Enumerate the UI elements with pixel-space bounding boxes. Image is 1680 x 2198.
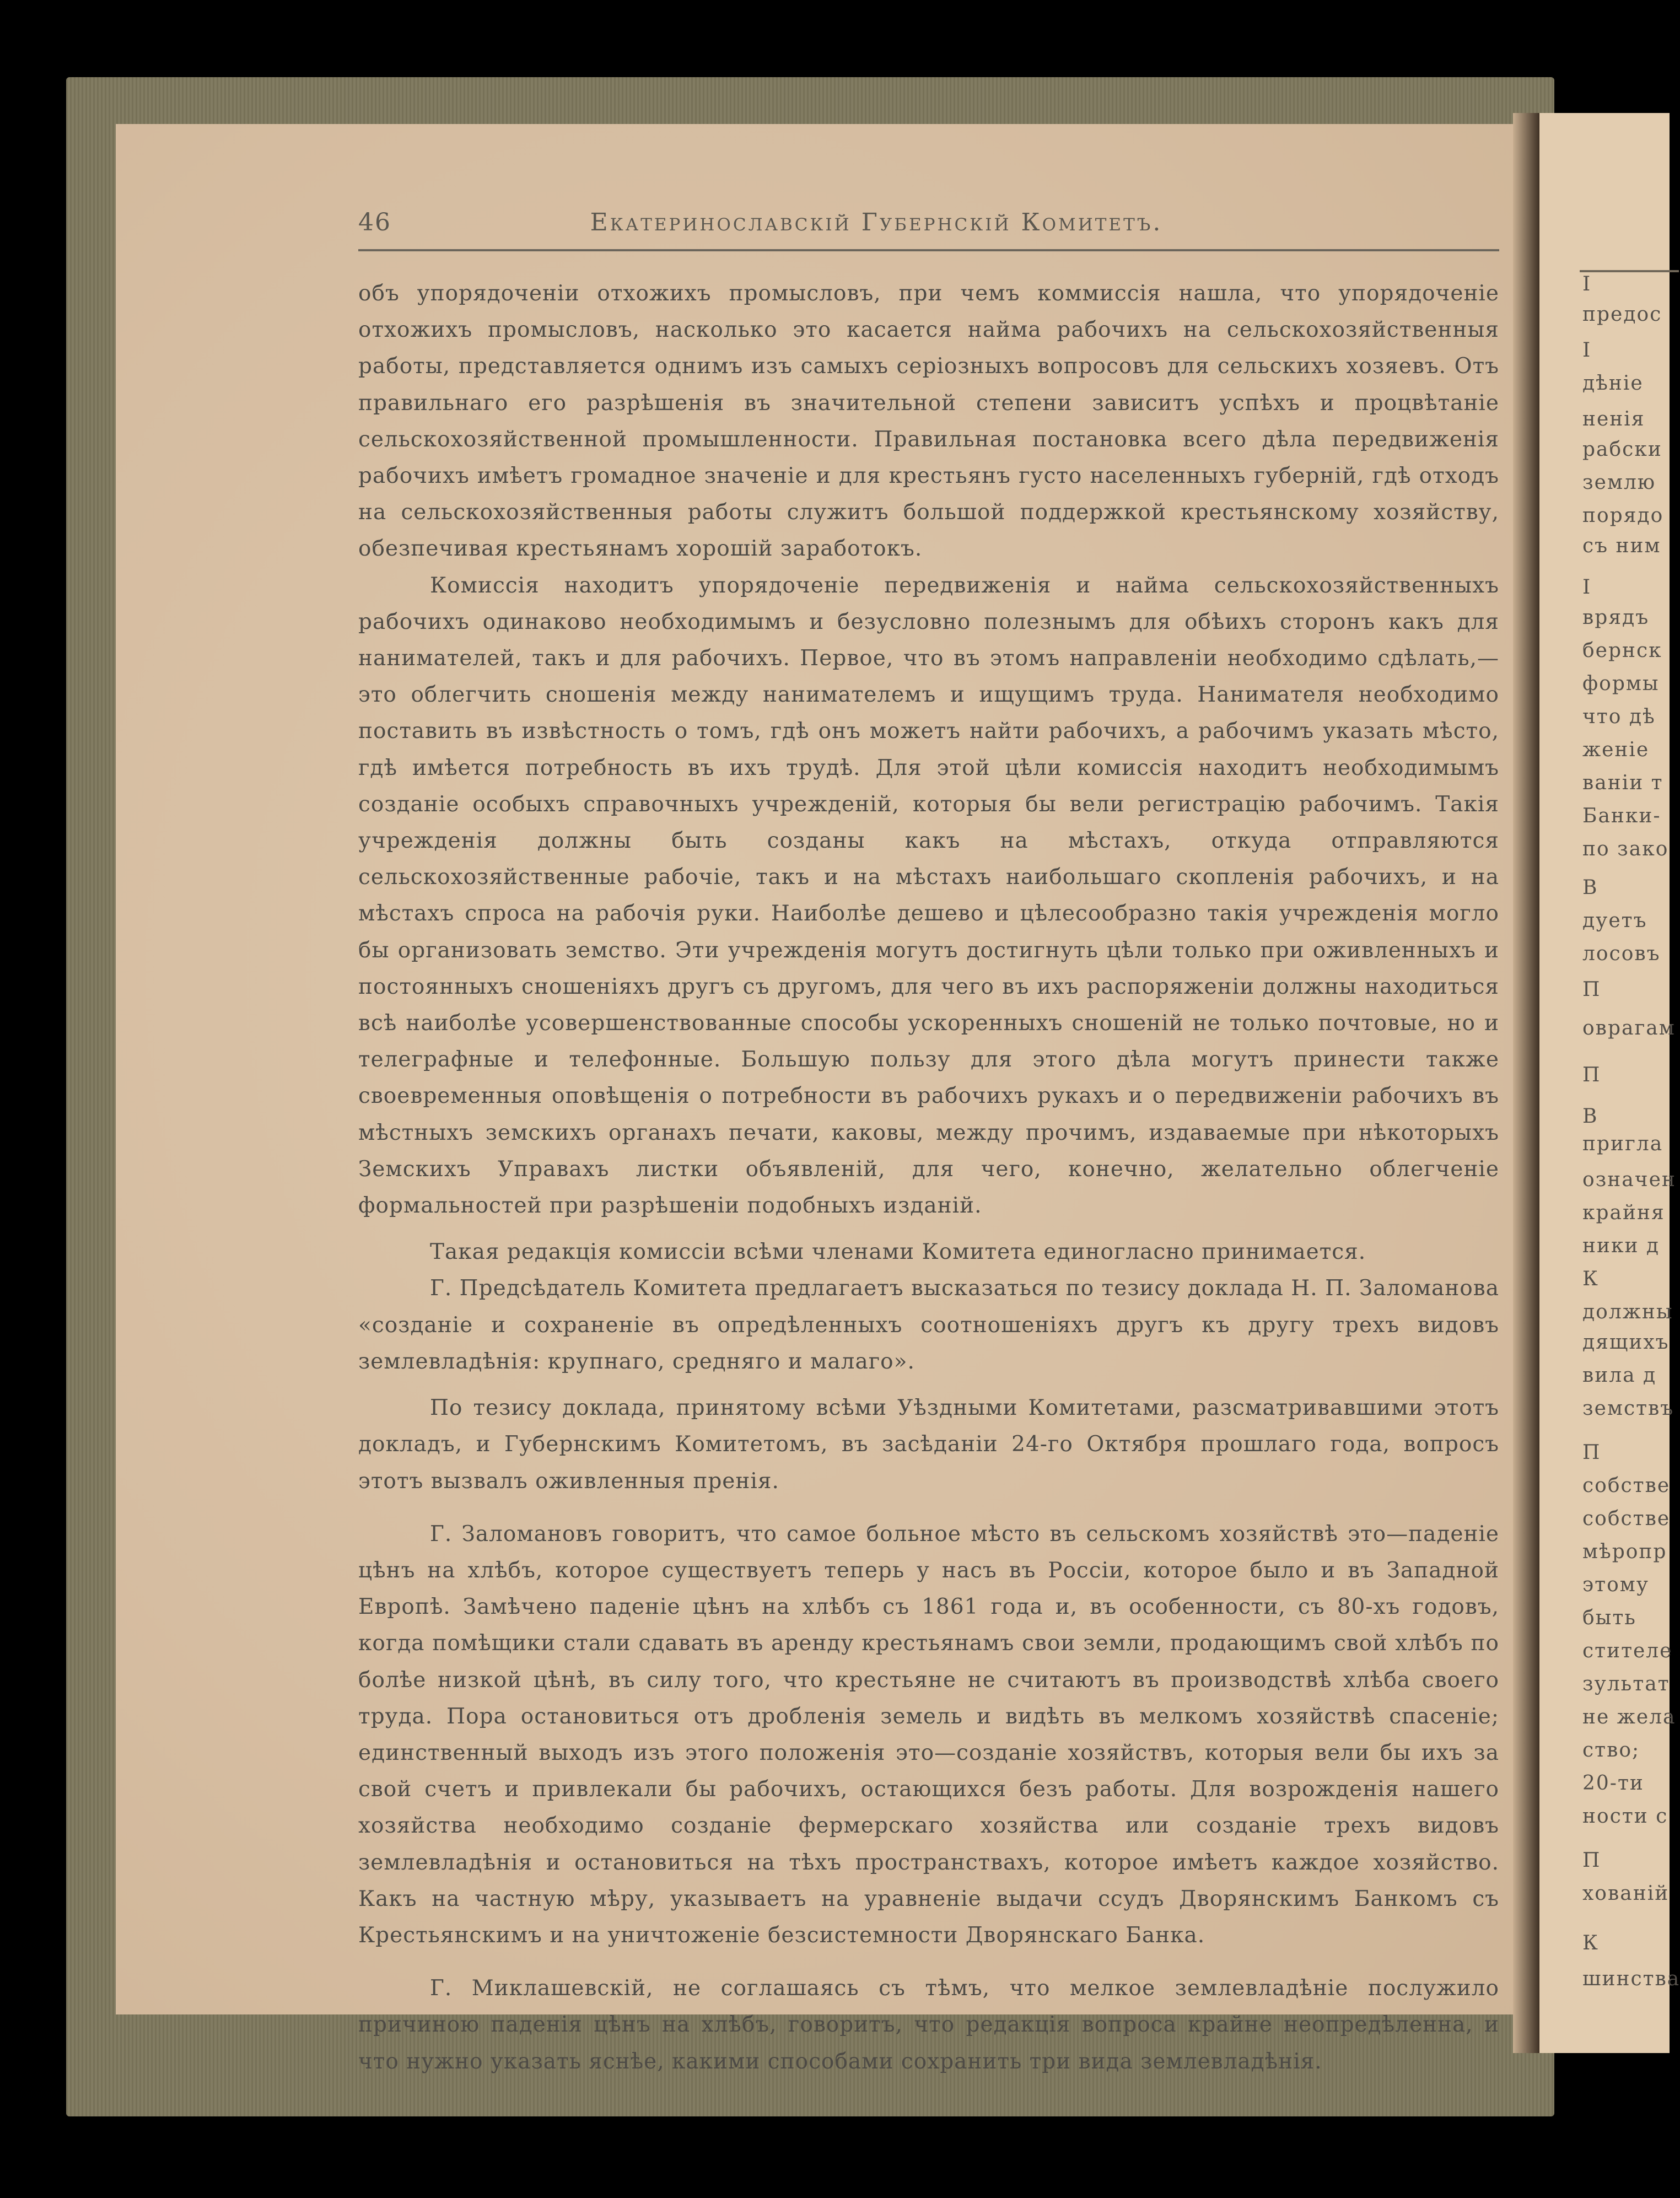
facing-page-fragment: ники д (1582, 1235, 1660, 1257)
facing-page-fragment: быть (1582, 1607, 1636, 1629)
facing-page-fragment: І (1582, 576, 1592, 599)
facing-page-fragment: ненія (1582, 408, 1645, 430)
facing-page-fragment: землю (1582, 471, 1656, 494)
body-text (358, 276, 1499, 2080)
header-rule (358, 249, 1499, 251)
facing-page-fragment: должны (1582, 1301, 1673, 1323)
facing-page-fragment: К (1582, 1268, 1599, 1290)
facing-page-fragment: П (1582, 1064, 1601, 1086)
facing-page-fragment: земствъ (1582, 1397, 1674, 1420)
facing-page-fragment: Банки- (1582, 805, 1661, 827)
facing-page-fragment: 20-ти (1582, 1772, 1644, 1795)
facing-page-fragment: бернск (1582, 639, 1662, 662)
paragraph: Г. Миклашевскій, не соглашаясь съ тѣмъ, что мелкое землевладѣніе послужило причиною паденія цѣнъ на хлѣбъ, говоритъ, что редакція вопроса крайне неопредѣленна, и что нужно указать яснѣе, какими способами сохранить три вида землевладѣнія. (358, 1976, 1499, 2074)
facing-page-fragment: мѣропр (1582, 1540, 1667, 1563)
facing-page-fragment: что дѣ (1582, 705, 1656, 728)
page-gutter (1513, 113, 1539, 2053)
facing-page-fragment: формы (1582, 672, 1660, 695)
facing-page-fragment: крайня (1582, 1202, 1665, 1224)
facing-page-fragment: хованій (1582, 1882, 1670, 1905)
facing-page-fragment: П (1582, 978, 1601, 1001)
facing-page-fragment: ности с (1582, 1805, 1668, 1828)
paragraph: Г. Предсѣдатель Комитета предлагаетъ высказаться по тезису доклада Н. П. Заломанова «созданіе и сохраненіе въ опредѣленныхъ соотношеніяхъ другъ къ другу трехъ видовъ землевладѣнія: крупнаго, средняго и малаго». (358, 1276, 1499, 1374)
facing-page-fragment: І (1582, 273, 1592, 295)
facing-page-fragment: собстве (1582, 1474, 1671, 1497)
facing-page-fragment: В (1582, 876, 1598, 899)
paragraph: объ упорядоченіи отхожихъ промысловъ, при чемъ коммиссія нашла, что упорядоченіе отхожихъ промысловъ, насколько это касается найма рабочихъ на сельскохозяйственныя работы, представляется однимъ изъ самыхъ серіозныхъ вопросовъ для сельскихъ хозяевъ. Отъ правильнаго его разрѣшенія въ значительной степени зависитъ успѣхъ и процвѣтаніе сельскохозяйственной промышленности. Правильная постановка всего дѣла передвиженія рабочихъ имѣетъ громадное значеніе и для крестьянъ густо населенныхъ губерній, гдѣ отходъ на сельскохозяйственныя работы служитъ большой поддержкой крестьянскому хозяйству, обезпечивая крестьянамъ хорошій заработокъ. (358, 281, 1499, 562)
facing-page-fragment: рабски (1582, 438, 1662, 461)
facing-page-fragment: собстве (1582, 1507, 1671, 1530)
facing-page (1532, 113, 1680, 2053)
facing-page-fragment: П (1582, 1849, 1601, 1872)
facing-page-fragment: ваніи т (1582, 772, 1663, 794)
facing-page-fragment: порядо (1582, 504, 1664, 527)
facing-page-fragment: съ ним (1582, 535, 1661, 557)
facing-page-fragment: зультат (1582, 1673, 1670, 1695)
facing-page-fragment: К (1582, 1932, 1599, 1954)
facing-page-fragment: ство; (1582, 1739, 1640, 1761)
paragraph: По тезису доклада, принятому всѣми Уѣздными Комитетами, разсматривавшими этотъ докладъ, и Губернскимъ Комитетомъ, въ засѣданіи 24-го Октября прошлаго года, вопросъ этотъ вызвалъ оживленныя пренія. (358, 1396, 1499, 1494)
facing-page-fragment: вила д (1582, 1364, 1657, 1387)
facing-page-fragment: І (1582, 339, 1592, 362)
running-title: Екатеринославскій Губернскій Комитетъ. (590, 208, 1163, 236)
facing-page-fragment: стителе (1582, 1640, 1673, 1662)
facing-page-rule (1580, 270, 1679, 272)
facing-page-fragment: лосовъ (1582, 942, 1661, 965)
facing-page-fragment: означен (1582, 1168, 1676, 1191)
running-head (243, 208, 1510, 241)
facing-page-fragment: П (1582, 1441, 1601, 1464)
facing-page-fragment: оврагам (1582, 1017, 1676, 1039)
paragraph: Такая редакція комиссіи всѣми членами Комитета единогласно принимается. (430, 1240, 1366, 1265)
page-number: 46 (358, 208, 391, 236)
facing-page-fragment: дуетъ (1582, 909, 1647, 932)
facing-page-fragment: пригла (1582, 1133, 1663, 1155)
facing-page-fragment: этому (1582, 1574, 1649, 1596)
facing-page-fragment: не жела (1582, 1706, 1676, 1728)
facing-page-fragment: шинства (1582, 1968, 1680, 1990)
facing-page-fragment: дѣніе (1582, 372, 1644, 395)
facing-page-fragment: женіе (1582, 739, 1650, 761)
facing-page-fragment: по зако (1582, 838, 1669, 860)
facing-page-fragment: врядъ (1582, 606, 1650, 629)
paragraph: Комиссія находитъ упорядоченіе передвиженія и найма сельскохозяйственныхъ рабочихъ одинаково необходимымъ и безусловно полезнымъ для обѣихъ сторонъ какъ для нанимателей, такъ и для рабочихъ. Первое, что въ этомъ направленіи необходимо сдѣлать,—это облегчить сношенія между нанимателемъ и ищущимъ труда. Нанимателя необходимо поставить въ извѣстность о томъ, гдѣ онъ можетъ найти рабочихъ, а рабочимъ указать мѣсто, гдѣ имѣется потребность въ ихъ трудѣ. Для этой цѣли комиссія находитъ необходимымъ созданіе особыхъ справочныхъ учрежденій, которыя бы вели регистрацію рабочимъ. Такія учрежденія должны быть созданы какъ на мѣстахъ, откуда отправляются сельскохозяйственные рабочіе, такъ и на мѣстахъ наибольшаго скопленія рабочихъ, и на мѣстахъ спроса на рабочія руки. Наиболѣе дешево и цѣлесообразно такія учрежденія могло бы организовать земство. Эти учрежденія могутъ достигнуть цѣли только при оживленныхъ и постоянныхъ сношеніяхъ другъ съ другомъ, для чего въ ихъ распоряженіи должны находиться всѣ наиболѣе усовершенствованные способы ускоренныхъ сношеній не только почтовые, но и телеграфные и телефонные. Большую пользу для этого дѣла могутъ принести также своевременныя оповѣщенія о потребности въ рабочихъ рукахъ и о передвиженіи рабочихъ въ мѣстныхъ земскихъ органахъ печати, каковы, между прочимъ, издаваемые при нѣкоторыхъ Земскихъ Управахъ листки объявленій, для чего, конечно, желательно облегченіе формальностей при разрѣшеніи подобныхъ изданій. (358, 573, 1499, 1219)
facing-page-fragment: В (1582, 1105, 1598, 1128)
facing-page-fragment: дящихъ (1582, 1331, 1670, 1354)
paragraph: Г. Заломановъ говоритъ, что самое больное мѣсто въ сельскомъ хозяйствѣ это—паденіе цѣнъ на хлѣбъ, которое существуетъ теперь у насъ въ Россіи, которое было и въ Западной Европѣ. Замѣчено паденіе цѣнъ на хлѣбъ съ 1861 года и, въ особенности, съ 80-хъ годовъ, когда помѣщики стали сдавать въ аренду крестьянамъ свои земли, продающимъ свой хлѣбъ по болѣе низкой цѣнѣ, въ силу того, что крестьяне не считаютъ въ производствѣ хлѣба своего труда. Пора остановиться отъ дробленія земель и видѣть въ мелкомъ хозяйствѣ спасеніе; единственный выходъ изъ этого положенія это—созданіе хозяйствъ, которыя вели бы ихъ за свой счетъ и привлекали бы рабочихъ, остающихся безъ работы. Для возрожденія нашего хозяйства необходимо созданіе фермерскаго хозяйства или созданіе трехъ видовъ землевладѣнія и остановиться на тѣхъ пространствахъ, которое имѣетъ каждое хозяйство. Какъ на частную мѣру, указываетъ на уравненіе выдачи ссудъ Дворянскимъ Банкомъ съ Крестьянскимъ и на уничтоженіе безсистемности Дворянскаго Банка. (358, 1521, 1499, 1948)
facing-page-fragment: предос (1582, 303, 1662, 326)
